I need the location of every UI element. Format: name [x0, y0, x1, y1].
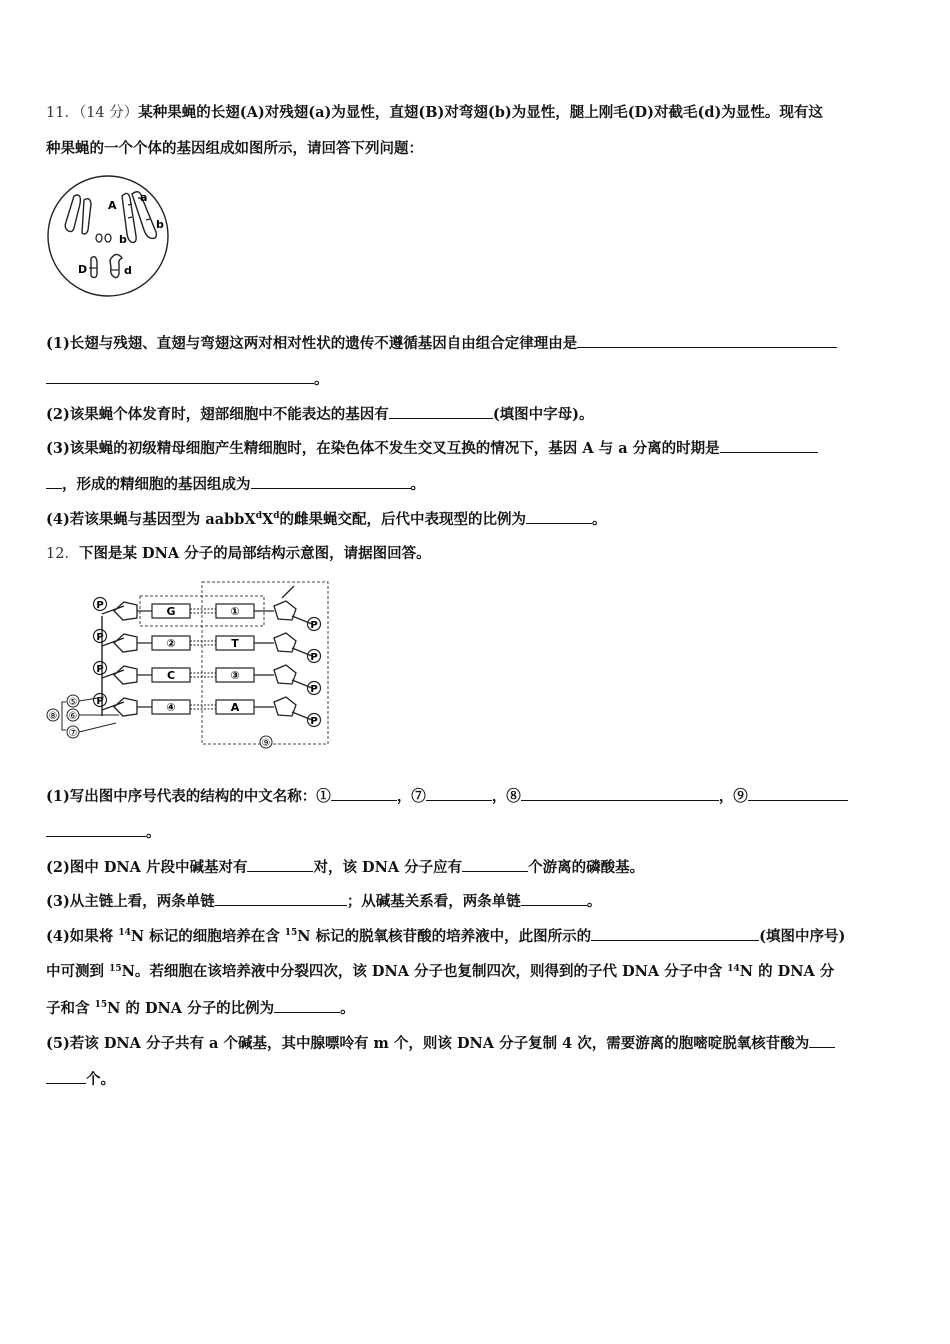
answer-blank[interactable]: [591, 926, 759, 941]
base-label-left: C: [166, 669, 176, 682]
gene-label-d: d: [124, 264, 132, 277]
q12-part3: (3)从主链上看，两条单链 ；从碱基关系看，两条单链 。: [46, 893, 602, 910]
base-label-left: G: [166, 605, 176, 618]
q11-number: 11．: [46, 105, 79, 121]
deoxyribose-right: [274, 665, 296, 684]
q11-part4: (4)若该果蝇与基因型为 $aabbX^dX^d$的雌果蝇交配，后代中表现型的比例为 。: [46, 511, 607, 528]
q12-part1: (1)写出图中序号代表的结构的中文名称：① ，⑦ ，⑧ ，⑨: [46, 786, 848, 807]
answer-blank[interactable]: [46, 1069, 86, 1084]
phosphate-label: P: [310, 684, 318, 695]
deoxyribose-left: [114, 666, 137, 684]
q11-part1: (1)长翅与残翅、直翅与弯翅这两对相对性状的遗传不遵循基因自由组合定律理由是: [46, 333, 837, 354]
q12-part5-cont: 个。: [46, 1069, 115, 1090]
q11-points: （14 分）: [78, 105, 139, 121]
answer-blank[interactable]: [521, 891, 587, 906]
gene-label-a: a: [140, 191, 148, 204]
marker-7: ⑦: [68, 728, 78, 739]
answer-blank[interactable]: [251, 474, 411, 489]
base-label-left: ④: [166, 701, 176, 714]
deoxyribose-left: [114, 602, 137, 620]
q11-part1-cont: 。: [46, 369, 329, 390]
answer-blank[interactable]: [720, 438, 818, 453]
answer-blank[interactable]: [462, 857, 528, 872]
deoxyribose-right: [274, 601, 296, 620]
answer-blank[interactable]: [247, 857, 313, 872]
phosphate-label: P: [96, 600, 104, 611]
gene-label-b-right: b: [156, 218, 164, 231]
answer-blank[interactable]: [389, 404, 493, 419]
q12-stem: 12．下图是某 DNA 分子的局部结构示意图，请据图回答。: [46, 545, 431, 562]
base-label-right: ①: [230, 605, 240, 618]
base-label-right: A: [230, 701, 240, 714]
q12-part4-cont2: 子和含 $^{15}$N 的 DNA 分子的比例为 。: [46, 1000, 355, 1017]
marker-9: ⑨: [261, 738, 271, 749]
q12-part2: (2)图中 DNA 片段中碱基对有 对，该 DNA 分子应有 个游离的磷酸基。: [46, 859, 645, 876]
q11-part3-cont: ，形成的精细胞的基因组成为 。: [46, 474, 425, 495]
answer-blank[interactable]: [526, 509, 592, 524]
deoxyribose-right: [274, 697, 296, 716]
marker-6: ⑥: [68, 711, 78, 722]
marker-8: ⑧: [48, 711, 58, 722]
base-label-left: ②: [166, 637, 176, 650]
phosphate-label: P: [96, 664, 104, 675]
chromosome-figure: [44, 172, 174, 300]
phosphate-label: P: [310, 716, 318, 727]
q11-part3: (3)该果蝇的初级精母细胞产生精细胞时，在染色体不发生交叉互换的情况下，基因 A 与 a 分离的时期是: [46, 438, 818, 459]
answer-blank[interactable]: [809, 1033, 835, 1048]
phosphate-label: P: [96, 632, 104, 643]
deoxyribose-right: [274, 633, 296, 652]
phosphate-label: P: [310, 620, 318, 631]
base-label-right: ③: [230, 669, 240, 682]
answer-blank[interactable]: [215, 891, 347, 906]
deoxyribose-left: [114, 698, 137, 716]
answer-blank[interactable]: [521, 786, 719, 801]
q11-part2: (2)该果蝇个体发育时，翅部细胞中不能表达的基因有 (填图中字母)。: [46, 406, 594, 423]
base-label-right: T: [231, 637, 239, 650]
answer-blank[interactable]: [46, 369, 314, 384]
q12-part4: (4)如果将 $^{14}$N 标记的细胞培养在含 $^{15}$N 标记的脱氧核苷酸的培养液中，此图所示的 (填图中序号): [46, 928, 846, 945]
gene-label-D: D: [78, 263, 88, 276]
deoxyribose-left: [114, 634, 137, 652]
phosphate-label: P: [96, 696, 104, 707]
dna-structure-figure: [44, 576, 334, 752]
answer-blank[interactable]: [426, 786, 492, 801]
q11-stem-line2: 种果蝇的一个个体的基因组成如图所示，请回答下列问题：: [46, 140, 423, 157]
q12-number: 12．: [46, 546, 79, 562]
q12-part1-cont: 。: [46, 822, 161, 843]
q11-stem-line1: [46, 103, 823, 123]
answer-blank[interactable]: [331, 786, 397, 801]
answer-blank[interactable]: [577, 333, 837, 348]
q11-stem: 某种果蝇的长翅(A)对残翅(a)为显性，直翅(B)对弯翅(b)为显性，腿上刚毛(D)对截毛(d)为显性。现有这: [138, 104, 823, 121]
q12-part4-cont1: 中可测到 $^{15}$N。若细胞在该培养液中分裂四次，该 DNA 分子也复制四次，则得到的子代 DNA 分子中含 $^{14}$N 的 DNA 分: [46, 963, 835, 980]
answer-blank[interactable]: [274, 998, 340, 1013]
marker-5: ⑤: [68, 697, 78, 708]
q12-part5: (5)若该 DNA 分子共有 a 个碱基，其中腺嘌呤有 m 个，则该 DNA 分子复制 4 次，需要游离的胞嘧啶脱氧核苷酸为: [46, 1033, 835, 1054]
phosphate-label: P: [310, 652, 318, 663]
answer-blank[interactable]: [46, 474, 62, 489]
gene-label-A: A: [108, 199, 117, 212]
gene-label-b-left: b: [119, 233, 127, 246]
answer-blank[interactable]: [46, 822, 146, 837]
answer-blank[interactable]: [748, 786, 848, 801]
